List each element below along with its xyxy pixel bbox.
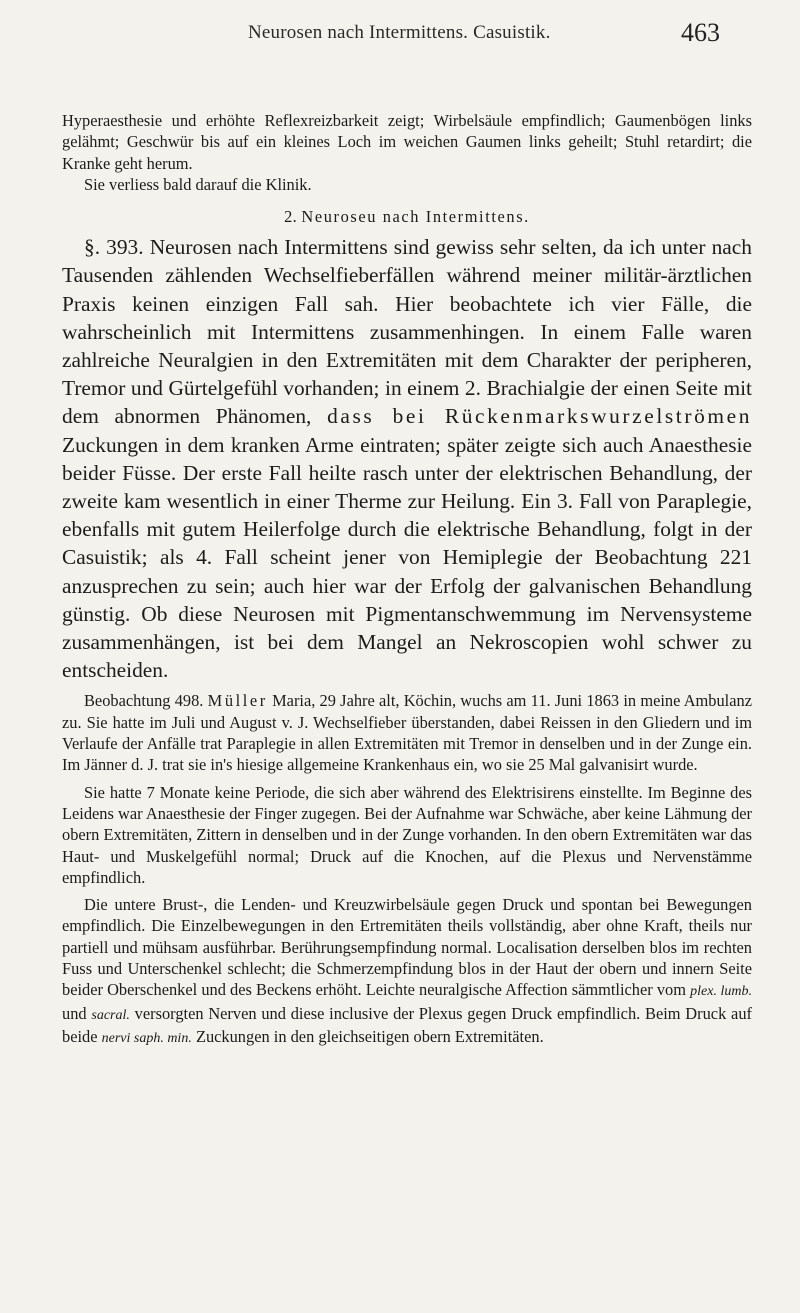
intro-last-line [62,174,752,195]
page-header [0,18,800,48]
page-body [62,110,752,1049]
observation-paragraph-3 [62,894,752,1049]
observation-p3-italic-3: nervi saph. min. [101,1030,192,1046]
intro-text: Hyperaesthesie und erhöhte Reflexreizbarkeit zeigt; Wirbelsäule empfindlich; Gaumenbögen links gelähmt; Geschwür bis auf ein kleines Loch im weichen Gaumen links geheilt; Stuhl retardirt; die Kranke geht herum. [62,111,752,173]
section-heading [62,207,752,227]
main-paragraph-spaced-text: dass bei Rückenmarkswurzelströmen [327,404,752,429]
patient-name: Müller [207,691,268,711]
main-paragraph [62,233,752,684]
observation-p3-italic-2: sacral. [91,1007,130,1023]
observation-paragraph-1 [62,690,752,775]
observation-p3-d: Zuckungen in den gleichseitigen obern Extremitäten. [195,1026,544,1046]
intro-last-line-text: Sie verliess bald darauf die Klinik. [84,174,312,194]
intro-paragraph [62,110,752,174]
running-head: Neurosen nach Intermittens. Casuistik. [248,22,551,43]
observation-paragraph-2 [62,782,752,888]
observation-p2-text: Sie hatte 7 Monate keine Periode, die sich aber während des Elektrisirens einstellte. Im Beginne des Leidens war Anaesthesie der Finger zugegen. Bei der Aufnahme war Schwäche, aber keine Lähmung der obern Extremitäten, Zittern in denselben und in der Zunge vorhanden. In den obern Extremitäten war das Haut- und Muskelgefühl normal; Druck auf die Knochen, auf die Plexus und Nervenstämme empfindlich. [62,782,752,887]
main-paragraph-part1: §. 393. Neurosen nach Intermittens sind gewiss sehr selten, da ich unter nach Tausenden zählenden Wechselfieberfällen während meiner militär-ärztlichen Praxis keinen einzigen Fall sah. Hier beobachtete ich vier Fälle, die wahrscheinlich mit Intermittens zusammenhingen. In einem Falle waren zahlreiche Neuralgien in den Extremitäten mit dem Charakter der peripheren, Tremor und Gürtelgefühl vorhanden; in einem 2. Brachialgie der einen Seite mit dem abnormen Phänomen, [62,235,752,429]
observation-p3-italic-1: plex. lumb. [690,984,752,1000]
observation-lead: Beobachtung 498. [84,691,204,711]
observation-p3-c: versorgten Nerven und diese inclusive der Plexus gegen Druck empfindlich. Beim Druck auf beide [62,1003,752,1046]
observation-p3-a: Die untere Brust-, die Lenden- und Kreuzwirbelsäule gegen Druck und spontan bei Bewegungen empfindlich. Die Einzelbewegungen in den Ertremitäten theils vollständig, aber ohne Kraft, theils nur partiell und mühsam ausführbar. Berührungsempfindung normal. Localisation derselben blos im rechten Fuss und Unterschenkel schlecht; die Schmerzempfindung blos in der Haut der obern und innern Seite beider Oberschenkel und des Beckens erhöht. Leichte neuralgische Affection sämmtlicher vom [62,895,752,1000]
section-number: 2. [284,207,298,227]
observation-p3-b: und [62,1003,87,1023]
page-number: 463 [681,18,720,47]
main-paragraph-part2: Zuckungen in dem kranken Arme eintraten; später zeigte sich auch Anaesthesie beider Füsse. Der erste Fall heilte rasch unter der elektrischen Behandlung, der zweite kam wesentlich in einer Therme zur Heilung. Ein 3. Fall von Paraplegie, ebenfalls mit gutem Heilerfolge durch die elektrische Behandlung, folgt in der Casuistik; als 4. Fall scheint jener von Hemiplegie der Beobachtung 221 anzusprechen zu sein; auch hier war der Erfolg der galvanischen Behandlung günstig. Ob diese Neurosen mit Pigmentanschwemmung im Nervensysteme zusammenhängen, ist bei dem Mangel an Nekroscopien wohl schwer zu entscheiden. [62,432,752,683]
section-title: Neuroseu nach Intermittens. [301,207,530,227]
observation-p1-text: Maria, 29 Jahre alt, Köchin, wuchs am 11. Juni 1863 in meine Ambulanz zu. Sie hatte im Juli und August v. J. Wechselfieber überstanden, dabei Reissen in den Gliedern und im Verlaufe der Anfälle trat Paraplegie in allen Extremitäten mit Tremor in denselben und in der Zunge ein. Im Jänner d. J. trat sie in's hiesige allgemeine Krankenhaus ein, wo sie 25 Mal galvanisirt wurde. [62,691,752,775]
